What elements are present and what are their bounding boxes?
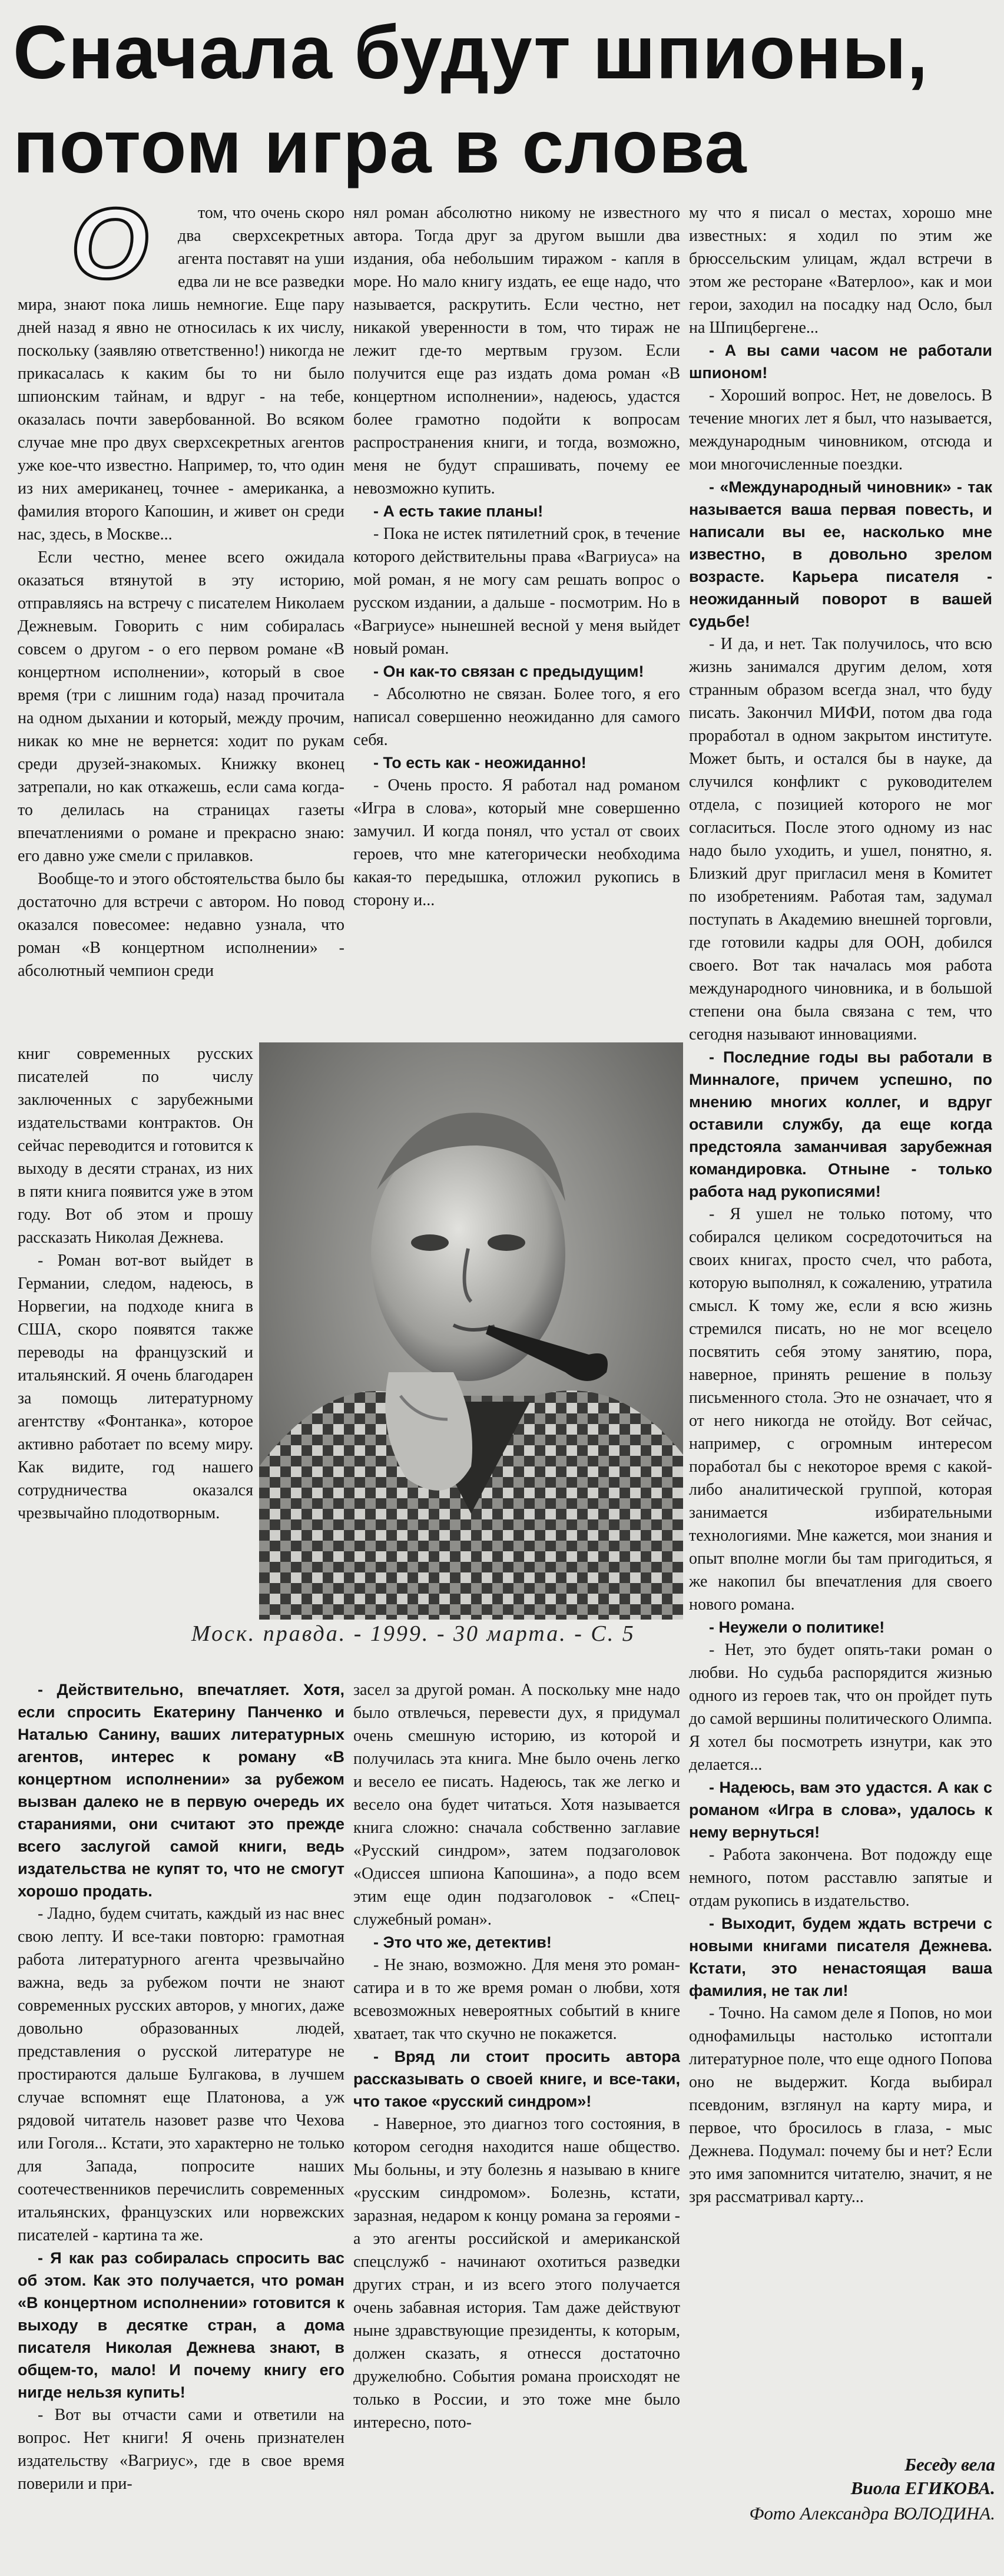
answer-paragraph: том, что очень скоро два сверхсекретных агента поставят на уши едва ли не все разведки мира, знают пока лишь немногие. Еще пару дней назад я явно не относилась к их числу, поскольку (заявляю ответственно!) никогда не прикасалась к каким бы то ни было шпионским тайнам, и вдруг - на тебе, оказалась почти завербованной. Во всяком случае мне про двух сверхсекретных агентов уже кое-что известно. Например, то, что один из них американец, точнее - американка, а фамилия второго Капошин, и живет он среди нас, здесь, в Москве...: [18, 204, 344, 544]
paragraph-list: [353, 1678, 680, 2434]
question-paragraph: - Я как раз собиралась спросить вас об этом. Как это получается, что роман «В концертном исполнении» готовится к выходу в десятке стран, а дома писателя Николая Дежнева знают, в общем-то, мало! И почему книгу его нигде нельзя купить!: [18, 2249, 344, 2401]
answer-paragraph: - Наверное, это диагноз того состояния, в котором сегодня находится наше общество. Мы больны, и эту болезнь я называю в книге «русским синдромом». Болезнь, кстати, заразная, недаром к концу романа за героями - а это агенты российской и американской спецслужб - начинают охотиться разведки других стран, и из всего этого получается очень забавная история. Там даже действуют ныне здравствующие президенты, к которым, должен сказать, я отнесся достаточно дружелюбно. События романа происходят не только в России, и это тоже мне было интересно, пото-: [353, 2115, 680, 2432]
answer-paragraph: - И да, и нет. Так получилось, что всю жизнь занимался другим делом, хотя странным образом всегда знал, что буду писать. Закончил МИФИ, потом два года проработал в одном закрытом институте. Может быть, и остался бы в науке, да случился конфликт с руководителем отдела, с позицией которого не мог согласиться. После этого одному из нас надо было уходить, и ушел, понятно, я. Близкий друг пригласил меня в Комитет по изобретениям. Работая там, задумал поступать в Академию внешней торговли, где готовили кадры для ООН, добился своего. Вот так началась моя работа международного чиновника, и в большой степени она была связана с тем, что сегодня называют инновациями.: [689, 635, 992, 1044]
headline-line-1: Сначала будут шпионы,: [13, 11, 929, 95]
paragraph-list: [689, 201, 992, 2209]
answer-paragraph: нял роман абсолютно никому не известного автора. Тогда друг за другом вышли два издания, оба небольшим тиражом - капля в море. Но мало книгу издать, ее еще надо, что называется, раскрутить. Если честно, нет никакой уверенности в том, что тираж не лежит где-то мертвым грузом. Если получится еще раз издать дома роман «В концертном исполнении», надеюсь, удастся более грамотно подойти к вопросам распространения книги, и тогда, возможно, меня не будут спрашивать, почему ее невозможно купить.: [353, 204, 680, 498]
answer-paragraph: - Абсолютно не связан. Более того, я его написал совершенно неожиданно для самого себя.: [353, 685, 680, 749]
question-paragraph: - Надеюсь, вам это удастся. А как с романом «Игра в слова», удалось к нему вернуться!: [689, 1779, 992, 1841]
question-paragraph: - Выходит, будем ждать встречи с новыми книгами писателя Дежнева. Кстати, это ненастоящая ваша фамилия, не так ли!: [689, 1915, 992, 1999]
interviewer-name: Виола ЕГИКОВА.: [850, 2478, 995, 2498]
answer-paragraph: - Пока не истек пятилетний срок, в течение которого действительны права «Вагриуса» на мой роман, я не могу сам решать вопрос о русском издании, а дальше - посмотрим. Но в «Вагриусе» нынешней весной у меня выйдет новый роман.: [353, 525, 680, 658]
question-paragraph: - Неужели о политике!: [709, 1618, 885, 1636]
answer-paragraph: - Хороший вопрос. Нет, не довелось. В течение многих лет я был, что называется, международным чиновником, отсюда и мои многочисленные поездки.: [689, 386, 992, 474]
answer-paragraph: - Роман вот-вот выйдет в Германии, следом, надеюсь, в Норвегии, на подходе книга в США, скоро появятся также переводы на французский и итальянский. Я очень благодарен за помощь литературному агентству «Фонтанка», которое активно работает по всему миру. Как видите, год нашего сотрудничества оказался чрезвычайно плодотворным.: [18, 1251, 253, 1522]
question-paragraph: - Это что же, детектив!: [373, 1933, 552, 1951]
answer-paragraph: Вообще-то и этого обстоятельства было бы достаточно для встречи с автором. Но повод оказался повесомее: недавно узнала, что роман «В концертном исполнении» - абсолютный чемпион среди: [18, 870, 344, 980]
article-column-1-top: [18, 201, 344, 1035]
author-photo: [259, 1042, 683, 1620]
drop-cap: [71, 201, 171, 300]
answer-paragraph: - Не знаю, возможно. Для меня это роман-сатира и в то же время роман о любви, хотя всевозможных невероятных событий в книге хватает, так что скучно не покажется.: [353, 1956, 680, 2043]
answer-paragraph: - Я ушел не только потому, что собирался целиком сосредоточиться на своих книгах, просто счел, что работа, которую выполнял, к сожалению, утратила смысл. К тому же, если я всю жизнь стремился писать, но не мог всецело посвятить себя этому занятию, пора, наверное, принять решение в пользу письменного стола. Это не означает, что я от него никогда не отойду. Вот сейчас, например, с огромным интересом поработал бы с некоторое время с какой-либо аналитической группой, которая занимается избирательными технологиями. Мне кажется, мои знания и опыт вполне могли бы там пригодиться, я же накопил бы впечатления для своего нового романа.: [689, 1205, 992, 1614]
answer-paragraph: - Ладно, будем считать, каждый из нас внес свою лепту. И все-таки повторю: грамотная работа литературного агента чрезвычайно важна, ведь за рубежом почти не знают современных русских авторов, у многих, даже довольно образованных людей, представления о русской литературе не простираются дальше Булгакова, в лучшем случае вспомнят еще Платонова, а уж рядовой читатель назовет разве что Чехова или Гоголя... Кстати, это характерно не только для Запада, попросите наших соотечественников перечислить современных итальянских, французских или норвежских писателей - картина та же.: [18, 1905, 344, 2244]
answer-paragraph: - Очень просто. Я работал над романом «Игра в слова», который мне совершенно замучил. И когда понял, что устал от своих героев, что мне категорически необходима какая-то передышка, отложил рукопись в сторону и...: [353, 776, 680, 909]
answer-paragraph: - Точно. На самом деле я Попов, но мои однофамильцы настолько истоптали литературное поле, что еще одного Попова оно не выдержит. Когда выбирал псевдоним, взглянул на карту мира, и первое, что бросилось в глаза, - мыс Дежнева. Подумал: почему бы и нет? Если это имя запомнится читателю, значит, я не зря рассматривал карту...: [689, 2004, 992, 2206]
question-paragraph: - Действительно, впечатляет. Хотя, если спросить Екатерину Панченко и Наталью Санину, ваших литературных агентов, интерес к роману «В концертном исполнении» за рубежом вызван далеко не в первую очередь их стараниями, они считают это прежде всего заслугой самой книги, ведь издательства не купят то, что не смогут хорошо продать.: [18, 1681, 344, 1900]
portrait-image: [259, 1042, 683, 1620]
question-paragraph: - Последние годы вы работали в Минналоге, причем успешно, по мнению многих коллег, и вдруг оставили службу, да еще когда предстояла заманчивая зарубежная командировка. Отныне - только работа над рукописями!: [689, 1048, 992, 1200]
question-paragraph: - Он как-то связан с предыдущим!: [373, 663, 644, 680]
question-paragraph: - Вряд ли стоит просить автора рассказывать о своей книге, и все-таки, что такое «русский синдром»!: [353, 2048, 680, 2110]
answer-paragraph: му что я писал о местах, хорошо мне известных: я ходил по этим же брюссельским улицам, ждал встречи в этом же ресторане «Ватерлоо», как и мои герои, заходил на посадку над Осло, был на Шпицбергене...: [689, 204, 992, 337]
headline-line-2: потом игра в слова: [13, 105, 747, 189]
article-column-3: [689, 201, 992, 2269]
answer-paragraph: - Вот вы отчасти сами и ответили на вопрос. Нет книги! Я очень признателен издательству «Вагриус», где в свое время поверили и при-: [18, 2406, 344, 2493]
answer-paragraph: Если честно, менее всего ожидала оказаться втянутой в эту историю, отправляясь на встречу с писателем Николаем Дежневым. Говорить с ним собиралась совсем о другом - о его первом романе «В концертном исполнении», который в свое время (три с лишним года) назад прочитала на одном дыхании и который, между прочим, никак ко мне не вернется: ходит по рукам среди друзей-знакомых. Книжку вконец затрепали, но как откажешь, если сама когда-то делилась на страницах газеты впечатлениями о романе и прекрасно знаю: его давно уже смели с прилавков.: [18, 548, 344, 865]
handwritten-source-note: Моск. правда. - 1999. - 30 марта. - С. 5: [191, 1621, 635, 1646]
question-paragraph: - А вы сами часом не работали шпионом!: [689, 342, 992, 382]
article-column-2-top: [353, 201, 680, 1035]
paragraph-list: [353, 201, 680, 912]
answer-paragraph: - Работа закончена. Вот подожду еще немного, потом расставлю запятые и отдам рукопись в издательство.: [689, 1846, 992, 1910]
photo-credit: Фото Александра ВОЛОДИНА.: [749, 2503, 995, 2524]
article-column-1-bottom: [18, 1678, 344, 2538]
interviewer-label: Беседу вела: [904, 2454, 995, 2475]
question-paragraph: - «Международный чиновник» - так называется ваша первая повесть, и написали вы ее, насколько мне известно, в довольно зрелом возрасте. Карьера писателя - неожиданный поворот в вашей судьбе!: [689, 478, 992, 630]
answer-paragraph: засел за другой роман. А поскольку мне надо было отвлечься, перевести дух, я придумал очень смешную историю, из которой и получилась эта книга. Мне было очень легко и весело ее писать. Надеюсь, так же легко и весело она будет читаться. Хотя называется книга сложно: сначала собственно заглавие «Русский синдром», затем подзаголовок «Одиссея шпиона Капошина», а подо всем этим еще один подзаголовок - «Спец-служебный роман».: [353, 1681, 680, 1929]
paragraph-list: [18, 201, 344, 982]
answer-paragraph: - Нет, это будет опять-таки роман о любви. Но судьба распорядится жизнью одного из героев так, что он пройдет путь до самой вершины политического Олимпа. Я хотел бы посмотреть изнутри, как это делается...: [689, 1641, 992, 1774]
paragraph-list: [18, 1042, 253, 1525]
paragraph-list: [18, 1678, 344, 2495]
article-column-1-middle: [18, 1042, 253, 1667]
question-paragraph: - А есть такие планы!: [373, 502, 544, 520]
drop-cap-letter: О: [71, 201, 149, 300]
question-paragraph: - То есть как - неожиданно!: [373, 754, 587, 772]
answer-paragraph: книг современных русских писателей по числу заключенных с зарубежными издательствами контрактов. Он сейчас переводится и готовится к выходу в десяти странах, из них в пяти книга появится уже в этом году. Вот об этом и прошу рассказать Николая Дежнева.: [18, 1045, 253, 1247]
article-column-2-bottom: [353, 1678, 680, 2538]
